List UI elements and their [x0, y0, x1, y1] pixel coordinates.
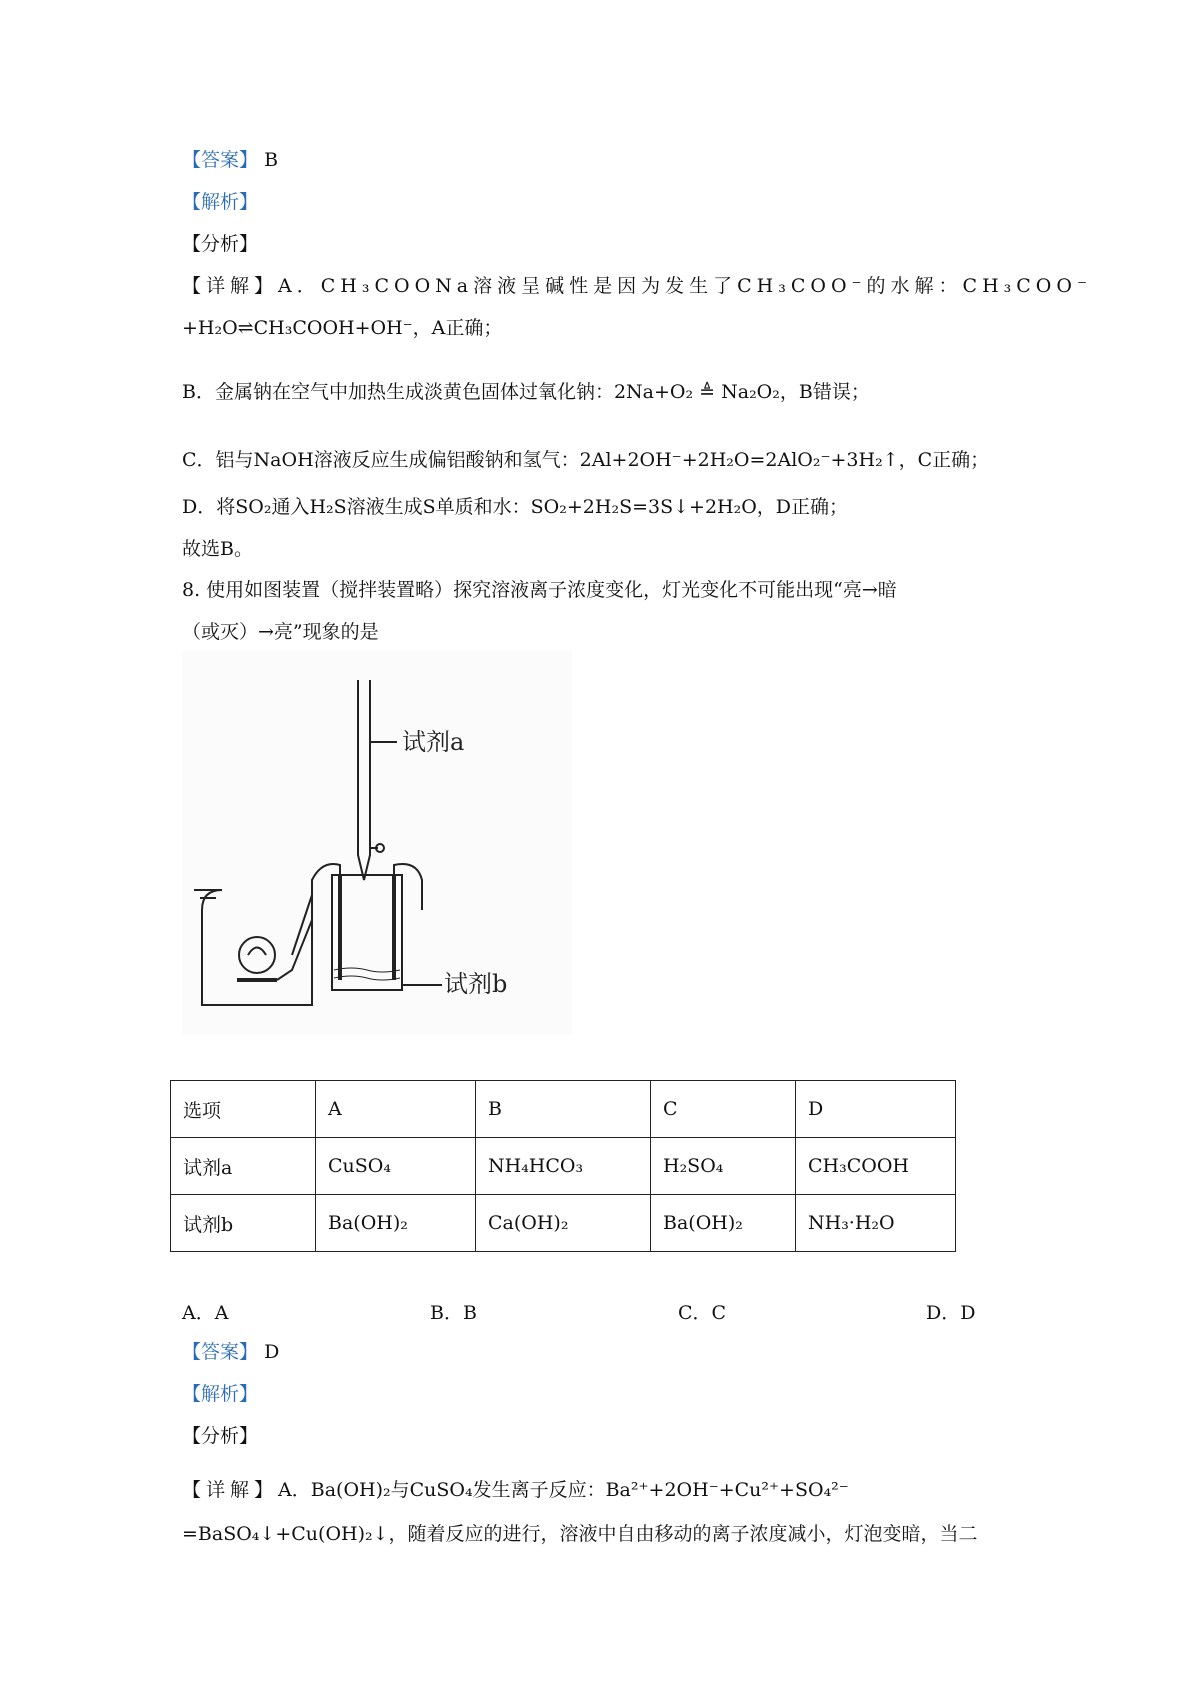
table-row: [171, 1081, 956, 1138]
detail-1-line-1: [182, 274, 1092, 298]
table-cell: Ca(OH)₂: [476, 1195, 651, 1252]
answer-value: D: [264, 1341, 280, 1363]
label-a: 试剂a: [402, 728, 465, 756]
detail-2-a-text: A．Ba(OH)₂与CuSO₄发生离子反应：Ba²⁺+2OH⁻+Cu²⁺+SO₄²⁻: [278, 1479, 849, 1501]
table-cell: 选项: [171, 1081, 316, 1138]
table-row: [171, 1195, 956, 1252]
apparatus-figure: [182, 650, 572, 1035]
detail-1-line-2: +H₂O⇌CH₃COOH+OH⁻，A正确；: [182, 317, 503, 339]
label-b: 试剂b: [444, 970, 508, 998]
fenxi-tag-1: 【分析】: [182, 233, 259, 255]
table-cell: C: [651, 1081, 796, 1138]
table-cell: NH₄HCO₃: [476, 1138, 651, 1195]
answer-tag: 【答案】: [182, 149, 259, 171]
detail-tag: 【详解】: [182, 275, 279, 297]
table-cell: A: [316, 1081, 476, 1138]
table-cell: 试剂a: [171, 1138, 316, 1195]
table-cell: CuSO₄: [316, 1138, 476, 1195]
detail-1-d: D．将SO₂通入H₂S溶液生成S单质和水：SO₂+2H₂S=3S↓+2H₂O，D正确；: [182, 496, 849, 518]
jiexi-tag-2: 【解析】: [182, 1383, 259, 1405]
detail-1-conclusion: 故选B。: [182, 538, 253, 560]
detail-1-c: C．铝与NaOH溶液反应生成偏铝酸钠和氢气：2Al+2OH⁻+2H₂O=2AlO₂⁻+3H₂↑，C正确；: [182, 449, 990, 471]
beaker-icon: [332, 875, 402, 990]
table-cell: Ba(OH)₂: [651, 1195, 796, 1252]
detail-1-b: B．金属钠在空气中加热生成淡黄色固体过氧化钠：2Na+O₂ ≜ Na₂O₂，B错误；: [182, 381, 870, 403]
fenxi-tag-2: 【分析】: [182, 1425, 259, 1447]
table-cell: H₂SO₄: [651, 1138, 796, 1195]
burette-icon: [358, 680, 370, 840]
question-8-line-2: （或灭）→亮”现象的是: [182, 621, 379, 643]
answer-tag: 【答案】: [182, 1341, 259, 1363]
table-cell: B: [476, 1081, 651, 1138]
table-cell: NH₃·H₂O: [796, 1195, 956, 1252]
table-cell: CH₃COOH: [796, 1138, 956, 1195]
table-row: [171, 1138, 956, 1195]
table-cell: D: [796, 1081, 956, 1138]
detail-tag: 【详解】: [182, 1479, 279, 1501]
table-cell: 试剂b: [171, 1195, 316, 1252]
detail-a-text: A．CH₃COONa溶液呈碱性是因为发生了CH₃COO⁻的水解：CH₃COO⁻: [278, 275, 1092, 297]
detail-2-line-2: =BaSO₄↓+Cu(OH)₂↓，随着反应的进行，溶液中自由移动的离子浓度减小，灯泡变暗，当二: [182, 1523, 978, 1545]
choice-b: B．B: [430, 1302, 477, 1324]
choice-a: A．A: [182, 1302, 229, 1324]
choice-c: C．C: [678, 1302, 727, 1324]
jiexi-tag-1: 【解析】: [182, 191, 259, 213]
choice-d: D．D: [926, 1302, 976, 1324]
question-8-line-1: 8. 使用如图装置（搅拌装置略）探究溶液离子浓度变化，灯光变化不可能出现“亮→暗: [182, 579, 897, 601]
answer-1: [182, 148, 278, 172]
table-cell: Ba(OH)₂: [316, 1195, 476, 1252]
answer-2: [182, 1340, 279, 1364]
options-table: [170, 1080, 956, 1252]
bulb-icon: [239, 937, 275, 973]
detail-2-line-1: [182, 1478, 849, 1502]
answer-value: B: [264, 149, 279, 171]
apparatus-diagram: [182, 650, 572, 1035]
